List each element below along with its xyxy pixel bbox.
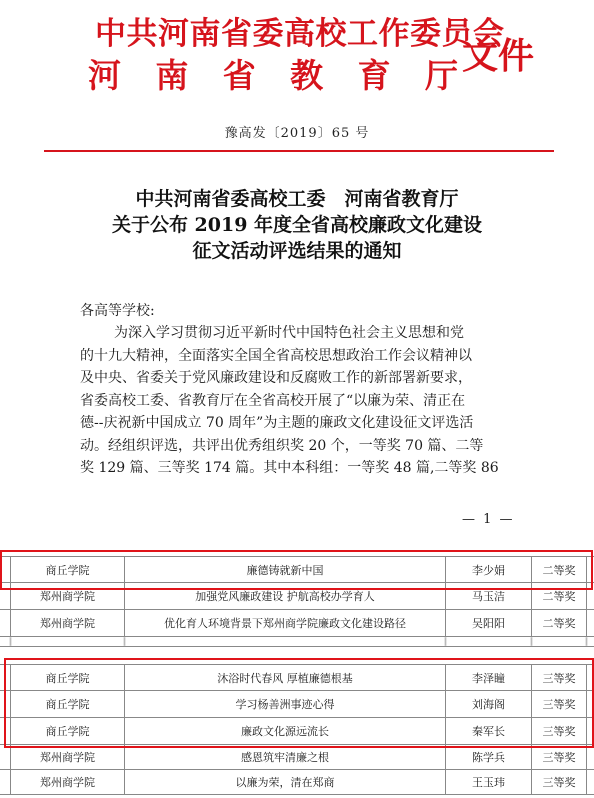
school-cell: 郑州商学院: [10, 770, 124, 794]
dept-char: 育: [357, 56, 391, 95]
paragraph-line: 动。经组织评选，共评出优秀组织奖 20 个，一等奖 70 篇、二等: [80, 437, 484, 454]
red-divider-line: [44, 150, 554, 152]
essay-title-cell: 沐浴时代春风 厚植廉德根基: [124, 665, 445, 690]
school-cell: 商丘学院: [10, 665, 124, 690]
dept-char: 厅: [424, 56, 458, 95]
paragraph-line: 的十九大精神，全面落实全国全省高校思想政治工作会议精神以: [80, 347, 472, 364]
issuing-department: [88, 50, 458, 97]
award-cell: 三等奖: [531, 691, 587, 717]
author-cell: 陈学兵: [445, 745, 531, 769]
award-cell: 三等奖: [531, 745, 587, 769]
paragraph-line: 为深入学习贯彻习近平新时代中国特色社会主义思想和党: [114, 325, 464, 341]
document-title: [0, 186, 594, 264]
table-row-cut-off: [0, 637, 594, 647]
author-cell: 李泽瞳: [445, 665, 531, 690]
paragraph-line: 德--庆祝新中国成立 70 周年”为主题的廉政文化建设征文评选活: [80, 415, 474, 431]
cut-cell: [124, 637, 445, 646]
author-cell: 李少娟: [445, 557, 531, 582]
issuing-organization: 中共河南省委高校工作委员会: [95, 16, 505, 52]
highlight-box-2: [4, 658, 594, 748]
table-row: [0, 745, 594, 770]
essay-title-cell: 加强党风廉政建设 护航高校办学育人: [124, 583, 445, 609]
dept-char: 河: [88, 56, 121, 95]
salutation: 各高等学校:: [80, 303, 155, 319]
body-paragraph: [80, 322, 520, 480]
cut-cell: [531, 637, 587, 646]
dept-char: 教: [290, 56, 324, 95]
paragraph-line: 奖 129 篇、三等奖 174 篇。其中本科组：一等奖 48 篇,二等奖 86: [80, 460, 499, 476]
title-line: 征文活动评选结果的通知: [192, 240, 402, 262]
cut-cell: [445, 637, 531, 646]
school-cell: 郑州商学院: [10, 745, 124, 769]
author-cell: 吴阳阳: [445, 610, 531, 636]
school-cell: 商丘学院: [10, 718, 124, 744]
essay-title-cell: 以廉为荣，清在郑商: [124, 770, 445, 794]
title-line: 中共河南省委高校工委 河南省教育厅: [135, 188, 459, 210]
dept-char: 省: [222, 56, 256, 95]
award-cell: 三等奖: [531, 665, 587, 690]
essay-title-cell: 廉德铸就新中国: [124, 557, 445, 582]
document-number: 豫高发〔2019〕65 号: [224, 126, 370, 141]
author-cell: 秦军长: [445, 718, 531, 744]
essay-title-cell: 感恩筑牢清廉之根: [124, 745, 445, 769]
essay-title-cell: 优化育人环境背景下郑州商学院廉政文化建设路径: [124, 610, 445, 636]
essay-title-cell: 学习杨善洲事迹心得: [124, 691, 445, 717]
award-cell: 二等奖: [531, 610, 587, 636]
paragraph-line: 省委高校工委、省教育厅在全省高校开展了“以廉为荣、清正在: [80, 392, 466, 409]
page-number: — 1 —: [462, 512, 515, 527]
table-row: [0, 610, 594, 637]
title-line: 关于公布 2019 年度全省高校廉政文化建设: [111, 214, 483, 236]
cut-cell: [10, 637, 124, 646]
award-cell: 三等奖: [531, 718, 587, 744]
author-cell: 马玉洁: [445, 583, 531, 609]
highlight-box-1: [0, 550, 593, 590]
table-row: [0, 770, 594, 795]
letterhead: [0, 0, 594, 160]
author-cell: 王玉玮: [445, 770, 531, 794]
author-cell: 刘海阁: [445, 691, 531, 717]
school-cell: 郑州商学院: [10, 583, 124, 609]
school-cell: 商丘学院: [10, 557, 124, 582]
paragraph-line: 及中央、省委关于党风廉政建设和反腐败工作的新部署新要求，: [80, 370, 472, 386]
essay-title-cell: 廉政文化源远流长: [124, 718, 445, 744]
dept-char: 南: [155, 56, 189, 95]
school-cell: 商丘学院: [10, 691, 124, 717]
award-cell: 三等奖: [531, 770, 587, 794]
award-cell: 二等奖: [531, 583, 587, 609]
school-cell: 郑州商学院: [10, 610, 124, 636]
document-type: 文件: [462, 35, 535, 77]
award-cell: 二等奖: [531, 557, 587, 582]
